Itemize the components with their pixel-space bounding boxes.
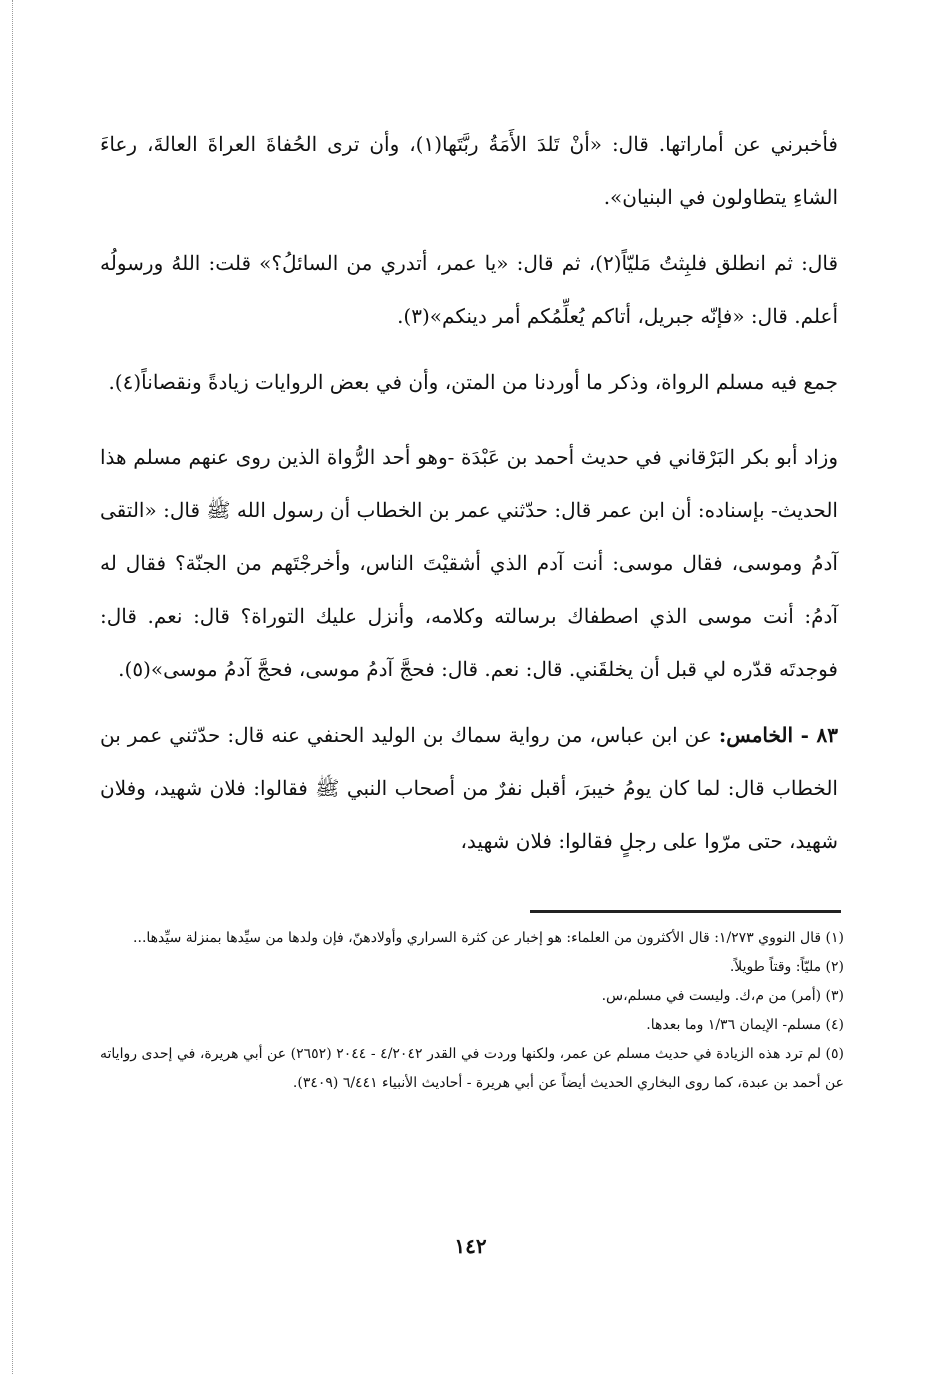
footnote-4: (٤) مسلم- الإيمان ١/٣٦ وما بعدها. [646, 1017, 844, 1033]
footnotes [100, 924, 844, 1098]
paragraph-1: فأخبرني عن أماراتها. قال: «أنْ تَلدَ الأَمَةُ ربَّتَها(١)، وأن ترى الحُفاةَ العراةَ العالةَ، رعاءَ الشاءِ يتطاولون في البنيان». [100, 132, 838, 209]
scan-edge-dots [12, 0, 13, 1374]
paragraph-4: وزاد أبو بكر البَرْقاني في حديث أحمد بن عَبْدَة -وهو أحد الرُّواة الذين روى عنهم مسلم هذا الحديث- بإسناده: أن ابن عمر قال: حدّثني عمر بن الخطاب أن رسول الله ﷺ قال: «التقى آدمُ وموسى، فقال موسى: أنت آدم الذي أشقيْتَ الناس، وأخرجْتَهم من الجنّة؟ فقال له آدمُ: أنت موسى الذي اصطفاك برسالته وكلامه، وأنزل عليك التوراة؟ قال: نعم. قال: فوجدتَه قدّره لي قبل أن يخلقَني. قال: نعم. قال: فحجَّ آدمُ موسى، فحجَّ آدمُ موسى»(٥). [100, 445, 838, 681]
footnote-5: (٥) لم ترد هذه الزيادة في حديث مسلم عن عمر، ولكنها وردت في القدر ٤/٢٠٤٢ - ٢٠٤٤ (٢٦٥٢) عن أبي هريرة، في إحدى رواياته عن أحمد بن عبدة، كما روى البخاري الحديث أيضاً عن أبي هريرة - أحاديث الأنبياء ٦/٤٤١ (٣٤٠٩). [100, 1046, 845, 1091]
footnote-1: (١) قال النووي ١/٢٧٣: قال الأكثرون من العلماء: هو إخبار عن كثرة السراري وأولادهنّ، فإن ولدها من سيِّدها بمنزلة سيِّدها... [133, 930, 844, 946]
paragraph-3: جمع فيه مسلم الرواة، وذكر ما أوردنا من المتن، وأن في بعض الروايات زيادةً ونقصاناً(٤). [108, 370, 838, 394]
section-83-text: عن ابن عباس، من رواية سماك بن الوليد الحنفي عنه قال: حدّثني عمر بن الخطاب قال: لما كان يومُ خيبرَ، أقبل نفرٌ من أصحاب النبي ﷺ فقالوا: فلان شهيد، وفلان شهيد، حتى مرّوا على رجلٍ فقالوا: فلان شهيد، [100, 723, 838, 853]
main-text [100, 118, 838, 881]
page-number: ١٤٢ [454, 1234, 487, 1258]
footnote-2: (٢) مليّاً: وقتاً طويلاً. [729, 959, 844, 975]
footnote-divider [530, 910, 841, 913]
paragraph-section-83 [100, 709, 838, 868]
footnote-3: (٣) (أمر) من م،ك. وليست في مسلم،س. [601, 988, 844, 1004]
section-83-heading: ٨٣ - الخامس: [718, 723, 838, 747]
paragraph-2: قال: ثم انطلق فلبِثتُ مَليّاً(٢)، ثم قال: «يا عمر، أتدري من السائلُ؟» قلت: اللهُ ورسولُه أعلم. قال: «فإنّه جبريل، أتاكم يُعلِّمُكم أمر دينكم»(٣). [100, 251, 838, 328]
